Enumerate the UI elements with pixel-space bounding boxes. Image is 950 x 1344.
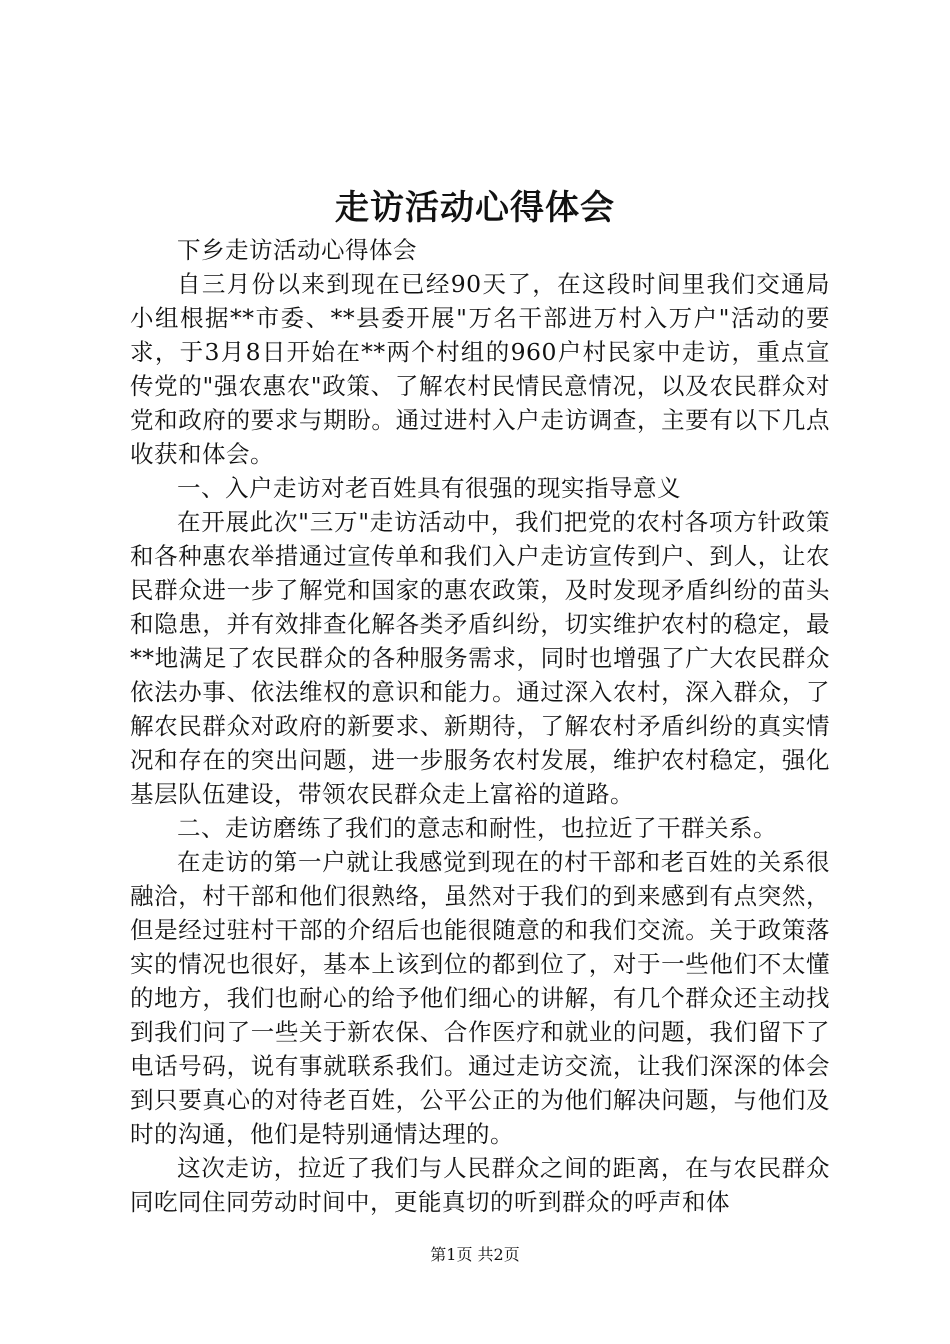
intro-paragraph: 自三月份以来到现在已经90天了，在这段时间里我们交通局小组根据**市委、**县委开展"万名干部进万村入万户"活动的要求，于3月8日开始在**两个村组的960户村民家中走访，重点宣传党的"强农惠农"政策、了解农村民情民意情况，以及农民群众对党和政府的要求与期盼。通过进村入户走访调查，主要有以下几点收获和体会。 xyxy=(130,270,830,468)
section-two-paragraph: 在走访的第一户就让我感觉到现在的村干部和老百姓的关系很融洽，村干部和他们很熟络，虽然对于我们的到来感到有点突然，但是经过驻村干部的介绍后也能很随意的和我们交流。关于政策落实的情况也很好，基本上该到位的都到位了，对于一些他们不太懂的地方，我们也耐心的给予他们细心的讲解，有几个群众还主动找到我们问了一些关于新农保、合作医疗和就业的问题，我们留下了电话号码，说有事就联系我们。通过走访交流，让我们深深的体会到只要真心的对待老百姓，公平公正的为他们解决问题，与他们及时的沟通，他们是特别通情达理的。 xyxy=(130,848,830,1148)
section-heading-two: 二、走访磨练了我们的意志和耐性，也拉近了干群关系。 xyxy=(177,814,777,842)
subtitle-paragraph: 下乡走访活动心得体会 xyxy=(177,236,417,264)
document-body xyxy=(130,233,830,1219)
section-heading-one: 一、入户走访对老百姓具有很强的现实指导意义 xyxy=(177,474,681,502)
page-footer: 第1页 共2页 xyxy=(430,1245,520,1264)
closing-paragraph: 这次走访，拉近了我们与人民群众之间的距离，在与农民群众同吃同住同劳动时间中，更能真切的听到群众的呼声和体 xyxy=(130,1154,830,1216)
page-title: 走访活动心得体会 xyxy=(335,188,615,228)
section-one-paragraph: 在开展此次"三万"走访活动中，我们把党的农村各项方针政策和各种惠农举措通过宣传单和我们入户走访宣传到户、到人，让农民群众进一步了解党和国家的惠农政策，及时发现矛盾纠纷的苗头和隐患，并有效排查化解各类矛盾纠纷，切实维护农村的稳定，最**地满足了农民群众的各种服务需求，同时也增强了广大农民群众依法办事、依法维权的意识和能力。通过深入农村，深入群众，了解农民群众对政府的新要求、新期待，了解农村矛盾纠纷的真实情况和存在的突出问题，进一步服务农村发展，维护农村稳定，强化基层队伍建设，带领农民群众走上富裕的道路。 xyxy=(130,508,830,808)
